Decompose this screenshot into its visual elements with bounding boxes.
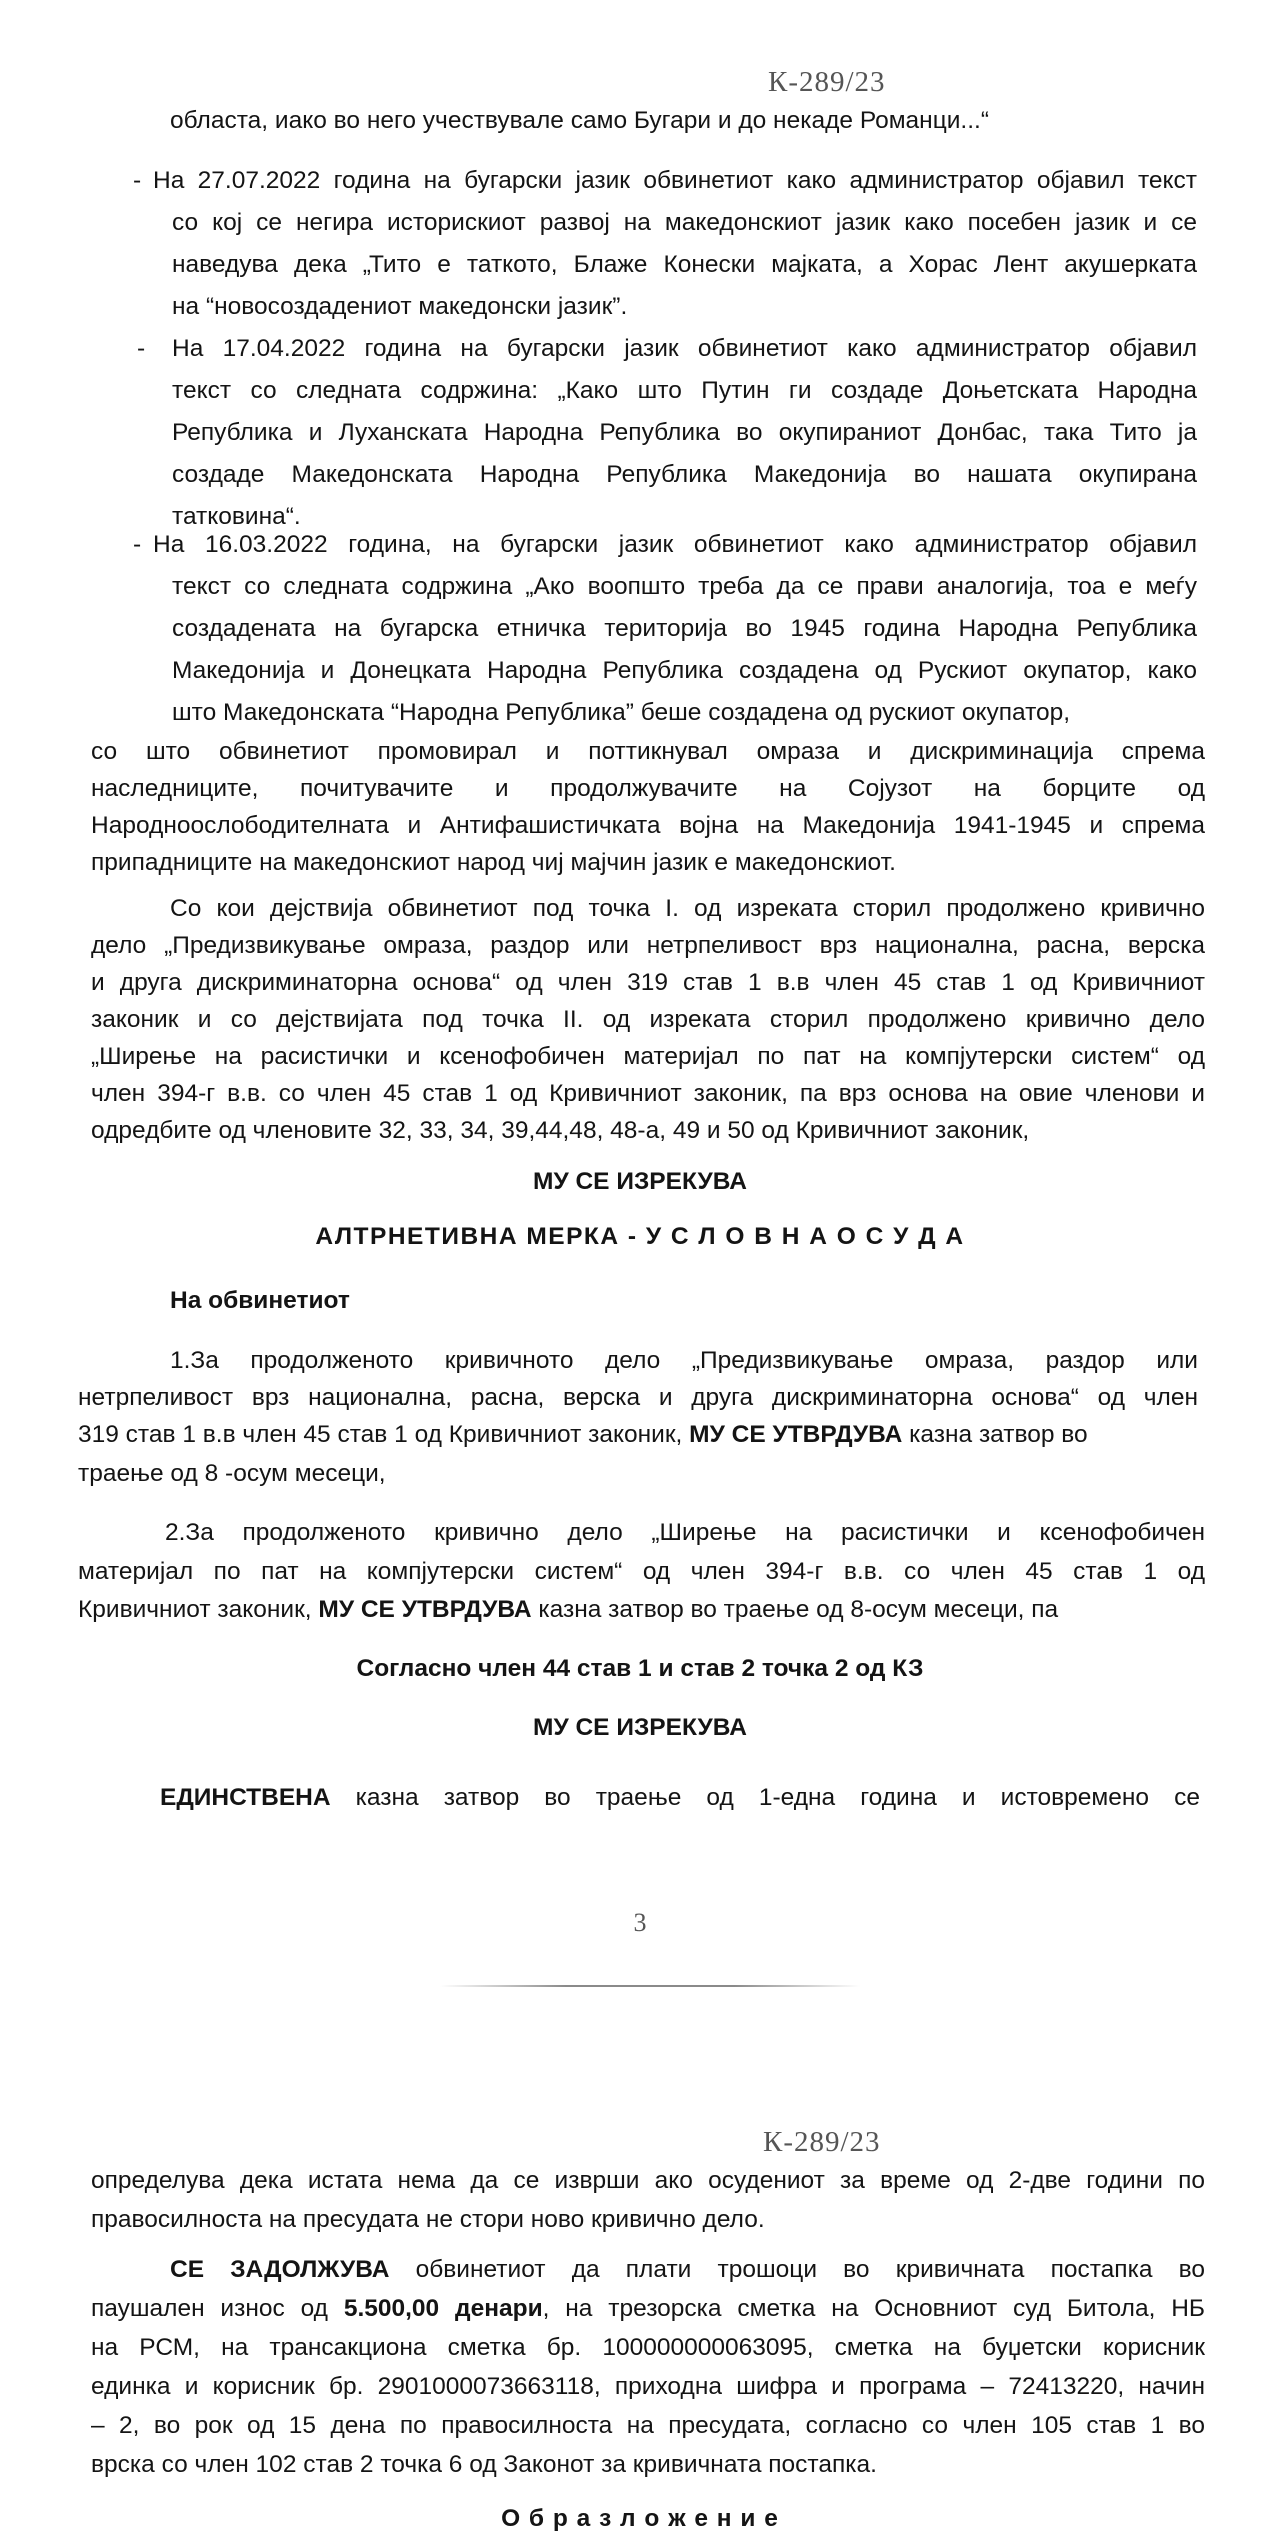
- text-line: 2.За продолженото кривично дело „Ширење на расистички и ксенофобичен: [165, 1519, 1205, 1546]
- text-span: Кривичниот законик,: [78, 1596, 319, 1623]
- page-number: 3: [633, 1908, 647, 1937]
- text-line: правосилноста на пресудата не стори ново кривично дело.: [91, 2206, 765, 2233]
- text-span: казна затвор во траење од 8-осум месеци, па: [531, 1596, 1059, 1623]
- heading: АЛТРНЕТИВНА МЕРКА - У С Л О В Н А О С У Д А: [315, 1223, 965, 1250]
- page-bottom-rule: [440, 1985, 860, 1987]
- case-number: К-289/23: [768, 66, 886, 98]
- text-span: 319 став 1 в.в член 45 став 1 од Кривичниот законик,: [78, 1421, 690, 1448]
- heading: МУ СЕ ИЗРЕКУВА: [533, 1168, 747, 1195]
- text-line: создаде Македонската Народна Република Македонија во нашата окупирана: [172, 461, 1197, 488]
- text-line: единка и корисник бр. 2901000073663118, приходна шифра и програма – 72413220, начин: [91, 2373, 1205, 2400]
- text-line: создадената на бугарска етничка територија во 1945 година Народна Република: [172, 615, 1197, 642]
- text-line: татковина“.: [172, 503, 301, 530]
- text-span: , на трезорска сметка на Основниот суд Битола, НБ: [542, 2295, 1205, 2322]
- text-line: дело „Предизвикување омраза, раздор или нетрпеливост врз национална, расна, верска: [91, 932, 1205, 959]
- text-line: текст со следната содржина: „Како што Путин ги создаде Доњетската Народна: [172, 377, 1197, 404]
- text-line: врска со член 102 став 2 точка 6 од Законот за кривичната постапка.: [91, 2451, 877, 2478]
- text-line: На 16.03.2022 година, на бугарски јазик обвинетиот како администратор објавил: [153, 531, 1197, 558]
- heading: О б р а з л о ж е н и е: [501, 2505, 779, 2532]
- text-line: определува дека истата нема да се изврши ако осудениот за време од 2-две години по: [91, 2167, 1205, 2194]
- text-line: На 17.04.2022 година на бугарски јазик обвинетиот како администратор објавил: [172, 335, 1197, 362]
- text-line: [78, 1420, 1088, 1450]
- bullet-dash: -: [133, 531, 142, 558]
- text-line: нетрпеливост врз национална, расна, верска и друга дискриминаторна основа“ од член: [78, 1384, 1198, 1411]
- text-line: одредбите од членовите 32, 33, 34, 39,44,48, 48-а, 49 и 50 од Кривичниот законик,: [91, 1117, 1030, 1144]
- text-line: со кој се негира историскиот развој на македонскиот јазик како посебен јазик и се: [172, 209, 1197, 236]
- text-line: траење од 8 -осум месеци,: [78, 1460, 386, 1487]
- bold-span: СЕ ЗАДОЛЖУВА: [170, 2256, 390, 2283]
- text-line: со што обвинетиот промовирал и поттикнувал омраза и дискриминација спрема: [91, 738, 1205, 765]
- text-line: на “новосоздадениот македонски јазик”.: [172, 293, 628, 320]
- text-line: [91, 2294, 1205, 2324]
- text-line: Македонија и Донецката Народна Република создадена од Рускиот окупатор, како: [172, 657, 1197, 684]
- text-line: текст со следната содржина „Ако воопшто треба да се прави аналогија, тоа е меѓу: [172, 573, 1197, 600]
- heading: На обвинетиот: [170, 1287, 350, 1314]
- text-line: „Ширење на расистички и ксенофобичен материјал по пат на компјутерски систем“ од: [91, 1043, 1205, 1070]
- bold-span: ЕДИНСТВЕНА: [160, 1784, 331, 1811]
- text-line: 1.За продолженото кривичното дело „Предизвикување омраза, раздор или: [170, 1347, 1198, 1374]
- text-line: [160, 1783, 1200, 1813]
- text-line: наведува дека „Тито е таткото, Блаже Конески мајката, а Хорас Лент акушерката: [172, 251, 1197, 278]
- text-line: член 394-г в.в. со член 45 став 1 од Кривичниот законик, па врз основа на овие членови и: [91, 1080, 1205, 1107]
- text-line: [170, 2255, 1205, 2285]
- heading: Согласно член 44 став 1 и став 2 точка 2 од КЗ: [356, 1655, 924, 1682]
- text-line: на РСМ, на трансакциона сметка бр. 100000000063095, сметка на буџетски корисник: [91, 2334, 1205, 2361]
- text-line: – 2, во рок од 15 дена по правосилноста на пресудата, согласно со член 105 став 1 во: [91, 2412, 1205, 2439]
- heading: МУ СЕ ИЗРЕКУВА: [533, 1714, 747, 1741]
- bold-span: 5.500,00 денари: [343, 2295, 543, 2322]
- text-span: казна затвор во траење од 1-една година и истовремено се: [330, 1784, 1200, 1811]
- bold-span: МУ СЕ УТВРДУВА: [689, 1421, 903, 1448]
- bullet-dash: -: [137, 335, 146, 362]
- text-line: материјал по пат на компјутерски систем“ од член 394-г в.в. со член 45 став 1 од: [78, 1558, 1205, 1585]
- text-line: областа, иако во него учествувале само Бугари и до некаде Романци...“: [170, 107, 990, 134]
- text-line: На 27.07.2022 година на бугарски јазик обвинетиот како администратор објавил текст: [153, 167, 1197, 194]
- text-span: казна затвор во: [902, 1421, 1088, 1448]
- text-line: Со кои дејствија обвинетиот под точка I. од изреката сторил продолжено кривично: [170, 895, 1205, 922]
- text-line: наследниците, почитувачите и продолжувачите на Сојузот на борците од: [91, 775, 1205, 802]
- text-line: и друга дискриминаторна основа“ од член 319 став 1 в.в член 45 став 1 од Кривичниот: [91, 969, 1205, 996]
- bold-span: МУ СЕ УТВРДУВА: [318, 1596, 532, 1623]
- bullet-dash: -: [133, 167, 142, 194]
- text-line: припадниците на македонскиот народ чиј мајчин јазик е македонскиот.: [91, 849, 896, 876]
- case-number: К-289/23: [763, 2126, 881, 2158]
- text-line: Народноослободителната и Антифашистичката војна на Македонија 1941-1945 и спрема: [91, 812, 1205, 839]
- text-span: обвинетиот да плати трошоци во кривичната постапка во: [389, 2256, 1205, 2283]
- text-line: [78, 1595, 1058, 1625]
- text-line: Република и Луханската Народна Република во окупираниот Донбас, така Тито ја: [172, 419, 1197, 446]
- text-span: паушален износ од: [91, 2295, 344, 2322]
- document-page-4: [0, 2060, 1280, 2540]
- text-line: што Македонската “Народна Република” беше создадена од рускиот окупатор,: [172, 699, 1071, 726]
- text-line: законик и со дејствијата под точка II. од изреката сторил продолжено кривично дело: [91, 1006, 1205, 1033]
